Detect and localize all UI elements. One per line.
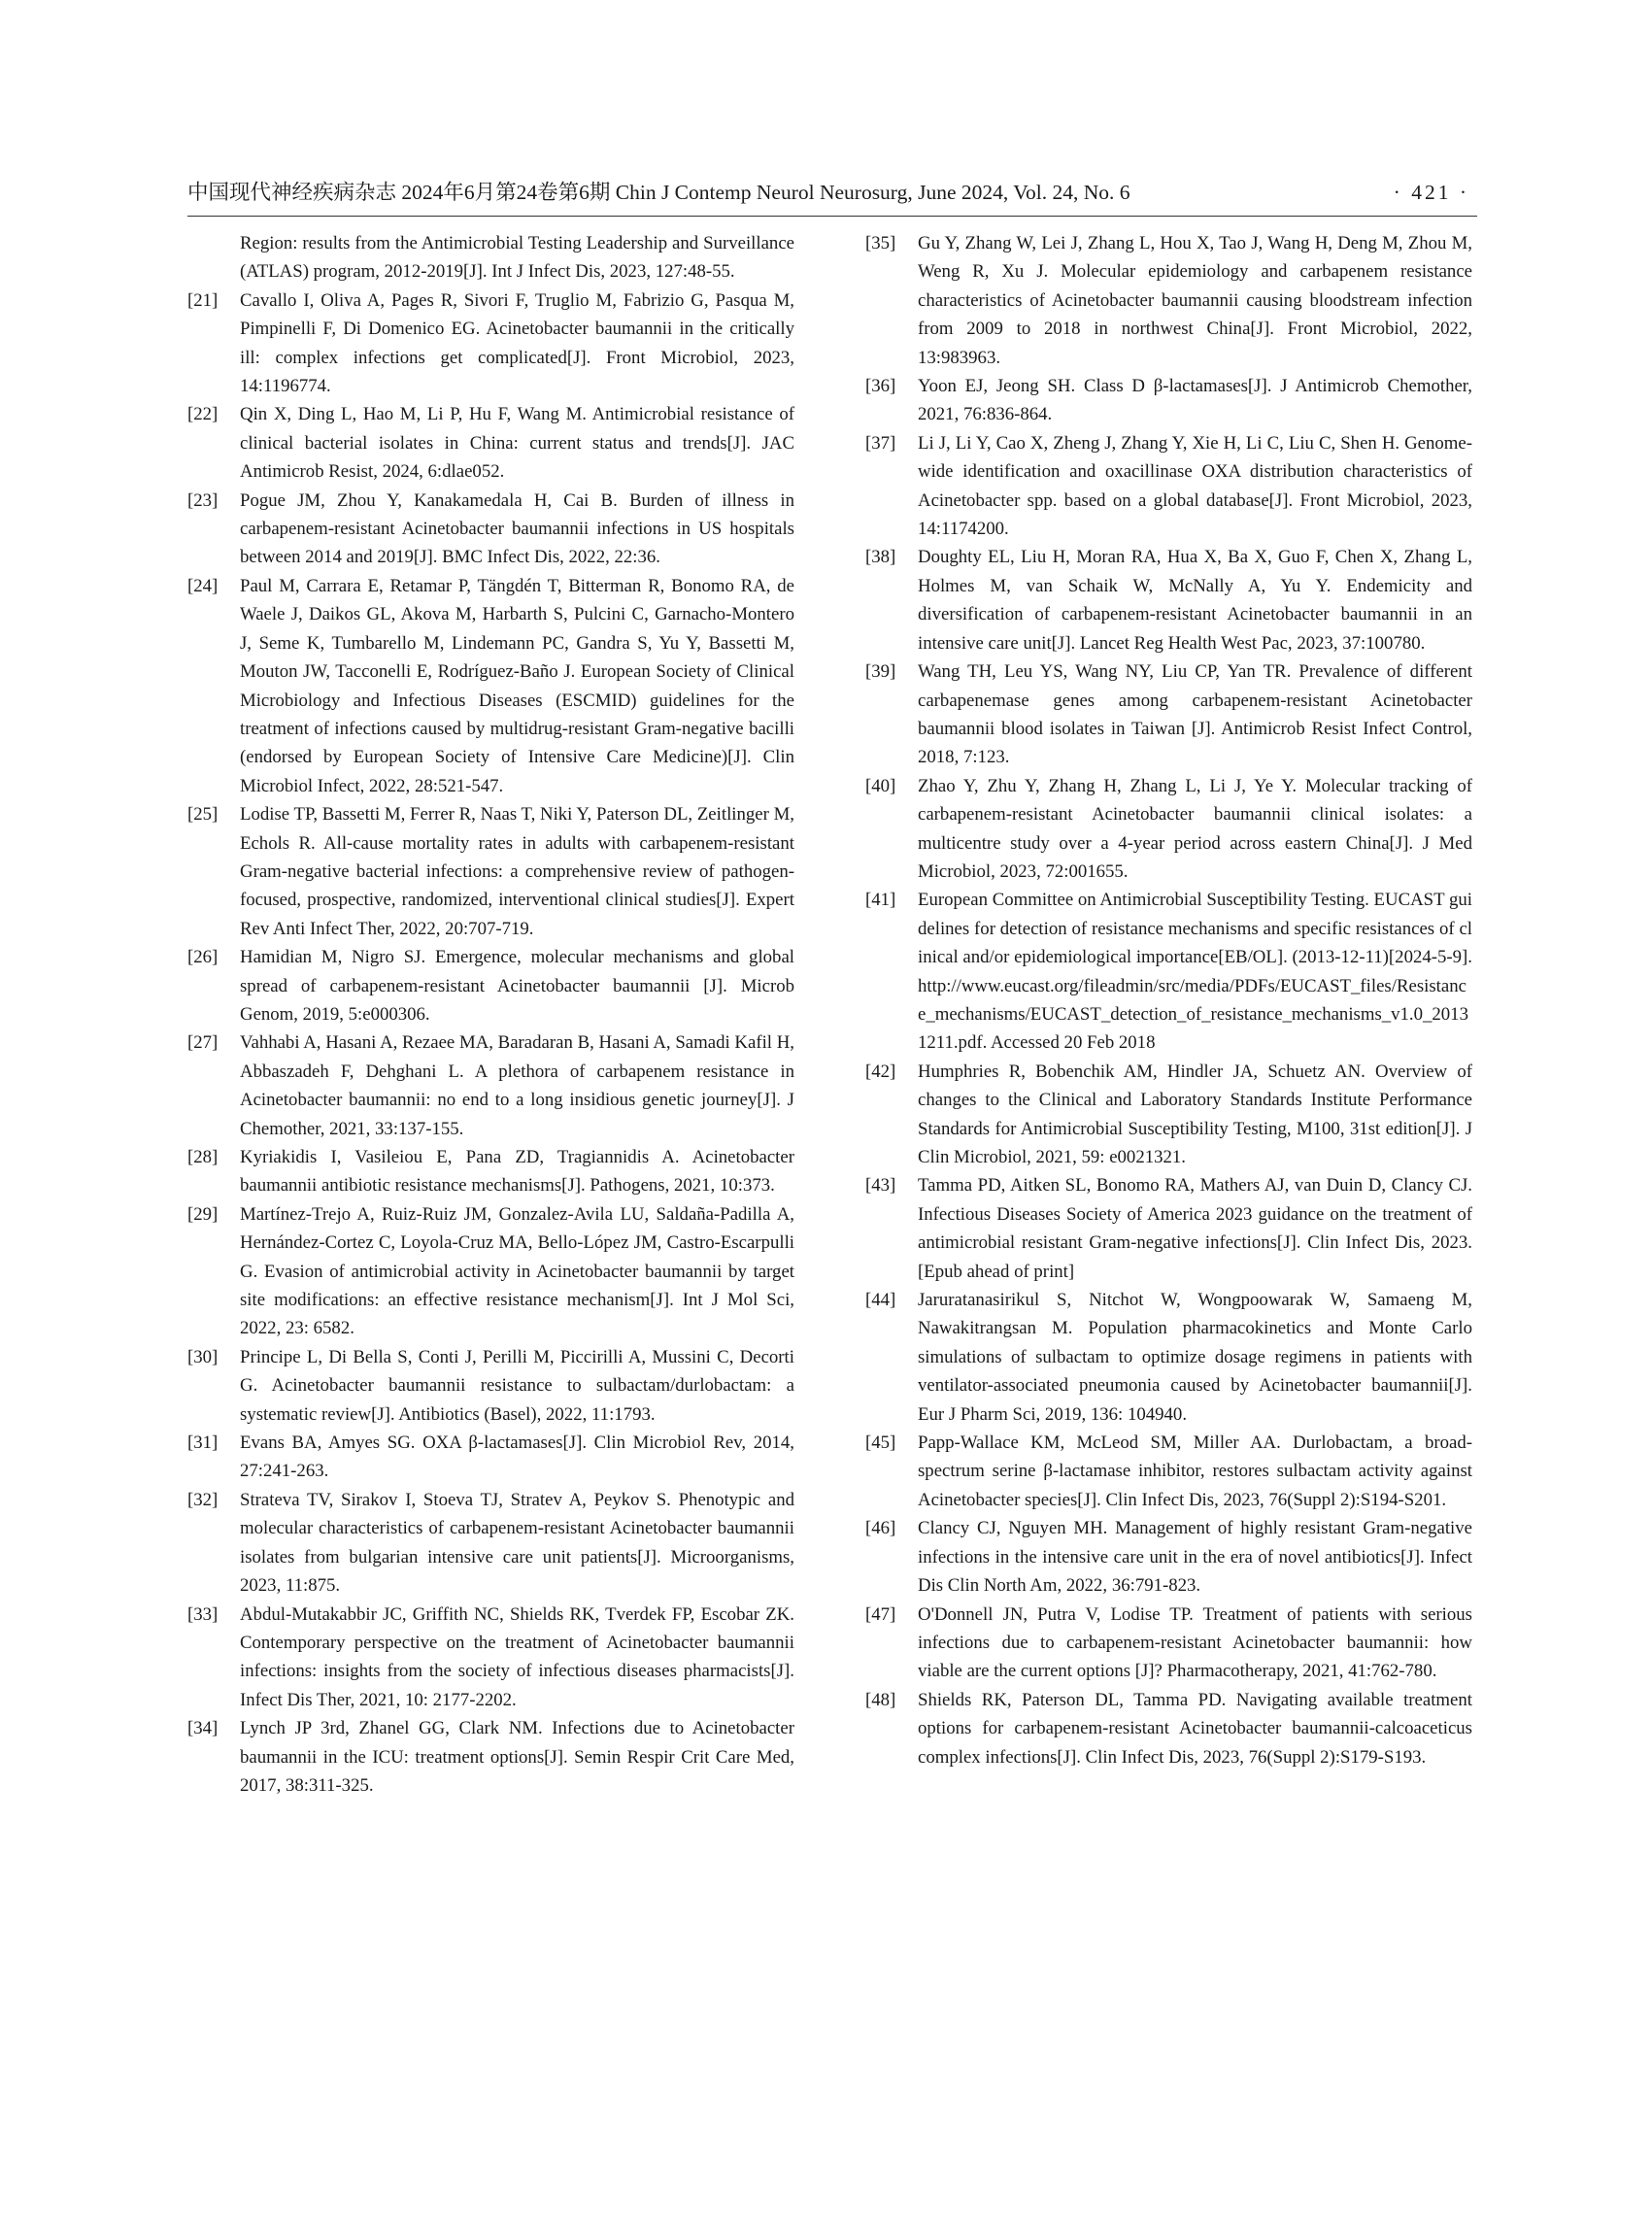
reference-text: Jaruratanasirikul S, Nitchot W, Wongpoowarak W, Samaeng M, Nawakitrangsan M. Population pharmacokinetics and Monte Carlo simulations of sulbactam to optimize dosage regimens in patients with ventilator-associated pneumonia caused by Acinetobacter baumannii[J]. Eur J Pharm Sci, 2019, 136: 104940.: [918, 1290, 1472, 1425]
reference-item: [187, 1143, 794, 1200]
reference-text: Humphries R, Bobenchik AM, Hindler JA, Schuetz AN. Overview of changes to the Clinical and Laboratory Standards Institute Performance Standards for Antimicrobial Susceptibility Testing, M100, 31st edition[J]. J Clin Microbiol, 2021, 59: e0021321.: [918, 1061, 1472, 1167]
running-header: [187, 173, 1477, 212]
reference-text: Hamidian M, Nigro SJ. Emergence, molecular mechanisms and global spread of carbapenem-resistant Acinetobacter baumannii [J]. Microb Genom, 2019, 5:e000306.: [240, 947, 794, 1025]
reference-text: Clancy CJ, Nguyen MH. Management of highly resistant Gram-negative infections in the intensive care unit in the era of novel antibiotics[J]. Infect Dis Clin North Am, 2022, 36:791-823.: [918, 1518, 1472, 1597]
reference-number: [27]: [187, 1032, 219, 1054]
reference-text: Paul M, Carrara E, Retamar P, Tängdén T, Bitterman R, Bonomo RA, de Waele J, Daikos GL, Akova M, Harbarth S, Pulcini C, Garnacho-Montero J, Seme K, Tumbarello M, Lindemann PC, Gandra S, Yu Y, Bassetti M, Mouton JW, Tacconelli E, Rodríguez-Baño J. European Society of Clinical Microbiology and Infectious Diseases (ESCMID) guidelines for the treatment of infections caused by multidrug-resistant Gram-negative bacilli (endorsed by European Society of Intensive Care Medicine)[J]. Clin Microbiol Infect, 2022, 28:521-547.: [240, 575, 794, 796]
reference-text: European Committee on Antimicrobial Susceptibility Testing. EUCAST guidelines for detection of resistance mechanisms and specific resistances of clinical and/or epidemiological importance[EB/OL]. (2013-12-11)[2024-5-9]. http://www.eucast.org/fileadmin/src/media/PDFs/EUCAST_files/Resistance_mechanisms/EUCAST_detection_of_resistance_mechanisms_v1.0_20131211.pdf. Accessed 20 Feb 2018: [918, 890, 1472, 1054]
reference-number: [29]: [187, 1203, 219, 1225]
header-rule: [187, 216, 1477, 217]
reference-number: [41]: [865, 890, 896, 911]
reference-number: [24]: [187, 575, 219, 596]
reference-item: [865, 772, 1472, 887]
reference-item: [187, 1028, 794, 1143]
reference-text: Cavallo I, Oliva A, Pages R, Sivori F, Truglio M, Fabrizio G, Pasqua M, Pimpinelli F, Di Domenico EG. Acinetobacter baumannii in the critically ill: complex infections get complicated[J]. Front Microbiol, 2023, 14:1196774.: [240, 289, 794, 397]
reference-text: Pogue JM, Zhou Y, Kanakamedala H, Cai B. Burden of illness in carbapenem-resistant Acinetobacter baumannii infections in US hospitals between 2014 and 2019[J]. BMC Infect Dis, 2022, 22:36.: [240, 489, 794, 568]
reference-text: O'Donnell JN, Putra V, Lodise TP. Treatment of patients with serious infections due to carbapenem-resistant Acinetobacter baumannii: how viable are the current options [J]? Pharmacotherapy, 2021, 41:762-780.: [918, 1603, 1472, 1682]
reference-column-right: [865, 229, 1472, 1771]
reference-text: Evans BA, Amyes SG. OXA β-lactamases[J]. Clin Microbiol Rev, 2014, 27:241-263.: [240, 1433, 794, 1482]
reference-column-left: [187, 229, 794, 1800]
reference-number: [35]: [865, 233, 896, 253]
reference-number: [21]: [187, 289, 219, 311]
reference-text: Shields RK, Paterson DL, Tamma PD. Navigating available treatment options for carbapenem-resistant Acinetobacter baumannii-calcoaceticus complex infections[J]. Clin Infect Dis, 2023, 76(Suppl 2):S179-S193.: [918, 1689, 1472, 1768]
reference-number: [40]: [865, 775, 896, 796]
reference-number: [33]: [187, 1603, 219, 1625]
reference-number: [26]: [187, 947, 219, 968]
reference-text: Strateva TV, Sirakov I, Stoeva TJ, Stratev A, Peykov S. Phenotypic and molecular characteristics of carbapenem-resistant Acinetobacter baumannii isolates from bulgarian intensive care unit patients[J]. Microorganisms, 2023, 11:875.: [240, 1489, 794, 1597]
reference-number: [30]: [187, 1346, 219, 1367]
reference-item: [865, 886, 1472, 1057]
reference-number: [22]: [187, 404, 219, 425]
reference-text: Vahhabi A, Hasani A, Rezaee MA, Baradaran B, Hasani A, Samadi Kafil H, Abbaszadeh F, Dehghani L. A plethora of carbapenem resistance in Acinetobacter baumannii: no end to a long insidious genetic journey[J]. J Chemother, 2021, 33:137-155.: [240, 1032, 794, 1139]
reference-text: Lynch JP 3rd, Zhanel GG, Clark NM. Infections due to Acinetobacter baumannii in the ICU: treatment options[J]. Semin Respir Crit Care Med, 2017, 38:311-325.: [240, 1718, 794, 1796]
reference-text: Zhao Y, Zhu Y, Zhang H, Zhang L, Li J, Ye Y. Molecular tracking of carbapenem-resistant Acinetobacter baumannii clinical isolates: a multicentre study over a 4-year period across eastern China[J]. J Med Microbiol, 2023, 72:001655.: [918, 775, 1472, 882]
reference-text: Martínez-Trejo A, Ruiz-Ruiz JM, Gonzalez-Avila LU, Saldaña-Padilla A, Hernández-Cortez C, Loyola-Cruz MA, Bello-López JM, Castro-Escarpulli G. Evasion of antimicrobial activity in Acinetobacter baumannii by target site modifications: an effective resistance mechanism[J]. Int J Mol Sci, 2022, 23: 6582.: [240, 1203, 794, 1339]
reference-text: Yoon EJ, Jeong SH. Class D β-lactamases[J]. J Antimicrob Chemother, 2021, 76:836-864.: [918, 376, 1472, 425]
reference-text: Papp-Wallace KM, McLeod SM, Miller AA. Durlobactam, a broad-spectrum serine β-lactamase inhibitor, restores sulbactam activity against Acinetobacter species[J]. Clin Infect Dis, 2023, 76(Suppl 2):S194-S201.: [918, 1433, 1472, 1510]
reference-item: [187, 400, 794, 486]
reference-item: [187, 800, 794, 943]
reference-item: [187, 1714, 794, 1800]
reference-item: [865, 1058, 1472, 1172]
reference-number: [28]: [187, 1147, 219, 1167]
reference-item: [187, 287, 794, 401]
reference-item: [865, 1686, 1472, 1771]
reference-item: [865, 1514, 1472, 1600]
reference-item: [187, 1429, 794, 1486]
reference-number: [46]: [865, 1518, 896, 1539]
reference-item: [865, 1429, 1472, 1514]
reference-number: [39]: [865, 661, 896, 683]
reference-item: [865, 1601, 1472, 1686]
reference-number: [32]: [187, 1489, 219, 1510]
reference-item: [865, 429, 1472, 544]
reference-text: Principe L, Di Bella S, Conti J, Perilli M, Piccirilli A, Mussini C, Decorti G. Acinetobacter baumannii resistance to sulbactam/durlobactam: a systematic review[J]. Antibiotics (Basel), 2022, 11:1793.: [240, 1346, 794, 1425]
reference-number: [47]: [865, 1603, 896, 1625]
reference-item: [187, 1486, 794, 1601]
reference-item: [187, 487, 794, 572]
reference-item: [187, 943, 794, 1028]
reference-number: [37]: [865, 432, 896, 454]
reference-text: Qin X, Ding L, Hao M, Li P, Hu F, Wang M. Antimicrobial resistance of clinical bacterial isolates in China: current status and trends[J]. JAC Antimicrob Resist, 2024, 6:dlae052.: [240, 404, 794, 483]
reference-item: [865, 657, 1472, 772]
reference-number: [31]: [187, 1433, 219, 1454]
reference-number: [45]: [865, 1433, 896, 1454]
reference-text: Tamma PD, Aitken SL, Bonomo RA, Mathers AJ, van Duin D, Clancy CJ. Infectious Diseases Society of America 2023 guidance on the treatment of antimicrobial resistant Gram-negative infections[J]. Clin Infect Dis, 2023.[Epub ahead of print]: [918, 1175, 1472, 1282]
reference-text: Gu Y, Zhang W, Lei J, Zhang L, Hou X, Tao J, Wang H, Deng M, Zhou M, Weng R, Xu J. Molecular epidemiology and carbapenem resistance characteristics of Acinetobacter baumannii causing bloodstream infection from 2009 to 2018 in northwest China[J]. Front Microbiol, 2022, 13:983963.: [918, 233, 1472, 368]
reference-item: [187, 1601, 794, 1715]
reference-text: Wang TH, Leu YS, Wang NY, Liu CP, Yan TR. Prevalence of different carbapenemase genes among carbapenem-resistant Acinetobacter baumannii blood isolates in Taiwan [J]. Antimicrob Resist Infect Control, 2018, 7:123.: [918, 661, 1472, 768]
reference-text: Li J, Li Y, Cao X, Zheng J, Zhang Y, Xie H, Li C, Liu C, Shen H. Genome-wide identification and oxacillinase OXA distribution characteristics of Acinetobacter spp. based on a global database[J]. Front Microbiol, 2023, 14:1174200.: [918, 432, 1472, 540]
reference-text: Doughty EL, Liu H, Moran RA, Hua X, Ba X, Guo F, Chen X, Zhang L, Holmes M, van Schaik W, McNally A, Yu Y. Endemicity and diversification of carbapenem-resistant Acinetobacter baumannii in an intensive care unit[J]. Lancet Reg Health West Pac, 2023, 37:100780.: [918, 547, 1472, 654]
reference-number: [23]: [187, 489, 219, 511]
reference-item: [865, 1286, 1472, 1429]
reference-item: [865, 372, 1472, 429]
reference-item: [865, 1171, 1472, 1286]
reference-number: [42]: [865, 1061, 896, 1082]
reference-number: [38]: [865, 547, 896, 568]
page-number: · 421 ·: [1393, 181, 1469, 204]
reference-number: [34]: [187, 1718, 219, 1739]
reference-continuation: Region: results from the Antimicrobial Testing Leadership and Surveillance (ATLAS) program, 2012-2019[J]. Int J Infect Dis, 2023, 127:48-55.: [240, 233, 794, 283]
reference-number: [36]: [865, 376, 896, 397]
reference-item: [187, 572, 794, 800]
reference-item: [187, 1343, 794, 1429]
reference-text: Kyriakidis I, Vasileiou E, Pana ZD, Tragiannidis A. Acinetobacter baumannii antibiotic resistance mechanisms[J]. Pathogens, 2021, 10:373.: [240, 1147, 794, 1197]
reference-number: [44]: [865, 1290, 896, 1311]
reference-text: Abdul-Mutakabbir JC, Griffith NC, Shields RK, Tverdek FP, Escobar ZK. Contemporary perspective on the treatment of Acinetobacter baumannii infections: insights from the society of infectious diseases pharmacists[J]. Infect Dis Ther, 2021, 10: 2177-2202.: [240, 1603, 794, 1710]
reference-item: [187, 1200, 794, 1343]
reference-number: [43]: [865, 1175, 896, 1197]
reference-item: [865, 543, 1472, 657]
reference-text: Lodise TP, Bassetti M, Ferrer R, Naas T, Niki Y, Paterson DL, Zeitlinger M, Echols R. All-cause mortality rates in adults with carbapenem-resistant Gram-negative bacterial infections: a comprehensive review of pathogen-focused, prospective, randomized, interventional clinical studies[J]. Expert Rev Anti Infect Ther, 2022, 20:707-719.: [240, 804, 794, 939]
journal-citation: 中国现代神经疾病杂志 2024年6月第24卷第6期 Chin J Contemp Neurol Neurosurg, June 2024, Vol. 24, No. 6: [187, 181, 1130, 204]
reference-item: [865, 229, 1472, 372]
reference-number: [25]: [187, 804, 219, 826]
reference-number: [48]: [865, 1689, 896, 1710]
